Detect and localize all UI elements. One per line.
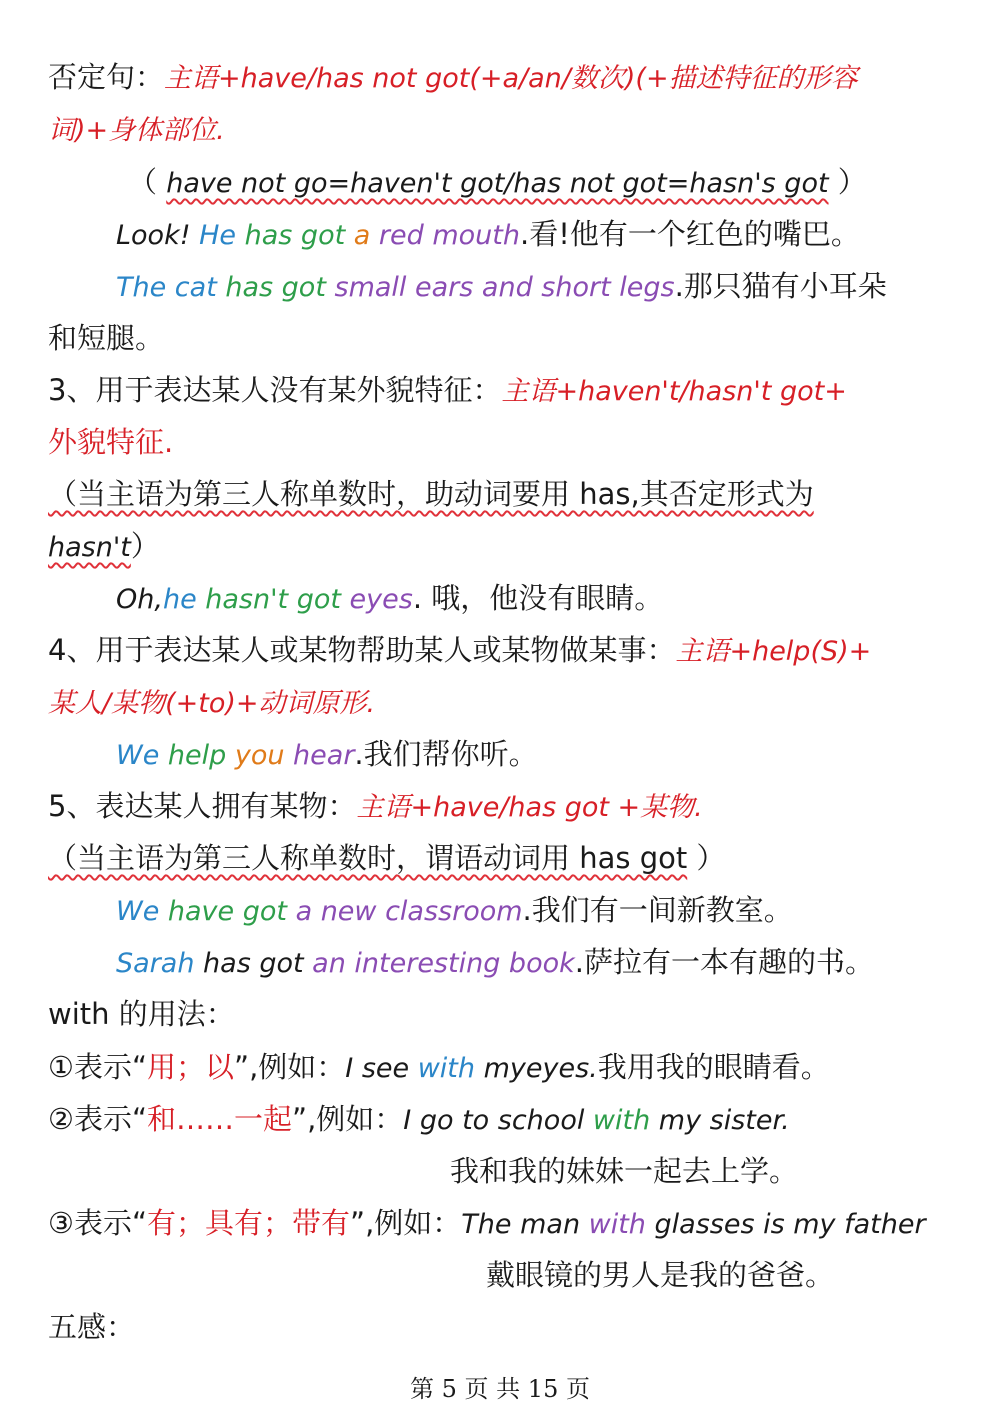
text-segment: The cat xyxy=(116,272,226,303)
text-segment: hasn't got xyxy=(205,584,350,615)
text-segment: The man xyxy=(461,1209,589,1240)
text-segment: small ears and short legs xyxy=(334,272,675,303)
line-with-usage-heading xyxy=(48,994,235,1034)
line-note-third-person xyxy=(48,474,814,514)
text-segment: with xyxy=(588,1209,655,1240)
text-segment: ） xyxy=(828,165,867,199)
text-segment: he xyxy=(162,584,206,615)
text-segment: ） xyxy=(687,841,726,875)
text-segment: hear xyxy=(293,740,355,771)
text-segment: （当主语为第三人称单数时，谓语动词用 has got xyxy=(48,841,688,875)
line-with-usage-3 xyxy=(48,1203,926,1243)
text-segment: I see xyxy=(345,1053,418,1084)
text-segment: 用；以 xyxy=(147,1050,235,1084)
text-segment: with xyxy=(592,1105,659,1136)
text-segment: 主语+help(S)+ xyxy=(675,636,872,667)
text-segment: 和短腿。 xyxy=(48,321,165,355)
text-segment: has got xyxy=(225,272,335,303)
text-segment: Look! xyxy=(116,220,200,251)
text-segment: ”,例如： xyxy=(350,1206,462,1240)
line-with-usage-2 xyxy=(48,1099,790,1139)
line-example-sarah xyxy=(116,942,874,982)
text-segment: have not go=haven't got/has not got=hasn's got xyxy=(166,168,829,199)
text-segment: 外貌特征. xyxy=(48,425,174,459)
text-segment: （ xyxy=(128,165,167,199)
text-segment: has got xyxy=(244,220,354,251)
text-segment: He xyxy=(199,220,245,251)
text-segment: 主语+haven't/hasn't got+ xyxy=(501,376,847,407)
text-segment: 否定句： xyxy=(48,60,165,94)
text-segment: 五感： xyxy=(48,1310,136,1344)
text-segment: ①表示“ xyxy=(48,1050,148,1084)
text-segment: .我们有一间新教室。 xyxy=(522,893,793,927)
text-segment: Sarah xyxy=(116,948,204,979)
line-example-look xyxy=(116,214,860,254)
text-segment: .看!他有一个红色的嘴巴。 xyxy=(519,217,860,251)
page-footer: 第 5 页 共 15 页 xyxy=(410,1375,590,1403)
line-five-senses-heading xyxy=(48,1307,135,1347)
text-segment: 词)+身体部位. xyxy=(48,115,225,146)
text-segment: a new classroom xyxy=(295,896,523,927)
text-segment: ②表示“ xyxy=(48,1102,148,1136)
text-segment: I go to school xyxy=(403,1105,593,1136)
text-segment: We xyxy=(116,896,168,927)
text-segment: you xyxy=(234,740,294,771)
line-rule-4-cont xyxy=(48,682,375,722)
line-example-oh xyxy=(116,578,663,618)
line-negative-sentence-2 xyxy=(48,109,225,149)
text-segment: myeyes. xyxy=(483,1053,598,1084)
line-rule-3-cont xyxy=(48,422,173,462)
line-negative-sentence-1 xyxy=(48,57,858,97)
text-segment: red mouth xyxy=(378,220,520,251)
text-segment: . 哦，他没有眼睛。 xyxy=(412,581,664,615)
text-segment: glasses is my father xyxy=(654,1209,926,1240)
line-contraction-note xyxy=(128,162,867,202)
text-segment: （当主语为第三人称单数时，助动词要用 has,其否定形式为 xyxy=(48,477,814,511)
text-segment: 和……一起 xyxy=(147,1102,293,1136)
text-segment: 3、用于表达某人没有某外貌特征： xyxy=(48,373,502,407)
text-segment: .萨拉有一本有趣的书。 xyxy=(574,945,874,979)
text-segment: Oh, xyxy=(116,584,163,615)
text-segment: ） xyxy=(130,529,160,563)
line-note-has-got xyxy=(48,838,725,878)
line-note-third-person-cont xyxy=(48,526,160,566)
text-segment: ”,例如： xyxy=(234,1050,346,1084)
text-segment: my sister. xyxy=(658,1105,790,1136)
text-segment: eyes xyxy=(349,584,413,615)
line-with-usage-3-translation xyxy=(486,1255,834,1295)
text-segment: 有；具有；带有 xyxy=(147,1206,351,1240)
line-rule-4 xyxy=(48,630,871,670)
line-example-cat xyxy=(116,266,887,306)
text-segment: with 的用法： xyxy=(48,997,235,1031)
text-segment: We xyxy=(116,740,168,771)
text-segment: .我们帮你听。 xyxy=(354,737,538,771)
line-example-cat-cont xyxy=(48,318,164,358)
line-rule-5 xyxy=(48,786,703,826)
text-segment: hasn't xyxy=(48,532,131,563)
text-segment: 我用我的眼睛看。 xyxy=(597,1050,830,1084)
text-segment: 4、用于表达某人或某物帮助某人或某物做某事： xyxy=(48,633,676,667)
line-example-classroom xyxy=(116,890,793,930)
line-with-usage-1 xyxy=(48,1047,830,1087)
text-segment: 某人/某物(+to)+动词原形. xyxy=(48,688,376,719)
text-segment: has got xyxy=(203,948,313,979)
text-segment: an interesting book xyxy=(312,948,575,979)
text-segment: .那只猫有小耳朵 xyxy=(674,269,887,303)
text-segment: 主语+have/has got +某物. xyxy=(356,792,703,823)
text-segment: help xyxy=(167,740,235,771)
text-segment: 戴眼镜的男人是我的爸爸。 xyxy=(486,1258,835,1292)
text-segment: 我和我的妹妹一起去上学。 xyxy=(450,1154,799,1188)
text-segment: have got xyxy=(167,896,296,927)
text-segment: a xyxy=(353,220,379,251)
line-with-usage-2-translation xyxy=(450,1151,798,1191)
text-segment: 主语+have/has not got(+a/an/数次)(+描述特征的形容 xyxy=(164,63,858,94)
line-rule-3 xyxy=(48,370,847,410)
text-segment: ”,例如： xyxy=(292,1102,404,1136)
text-segment: with xyxy=(417,1053,484,1084)
text-segment: ③表示“ xyxy=(48,1206,148,1240)
text-segment: 5、表达某人拥有某物： xyxy=(48,789,357,823)
line-example-help xyxy=(116,734,538,774)
